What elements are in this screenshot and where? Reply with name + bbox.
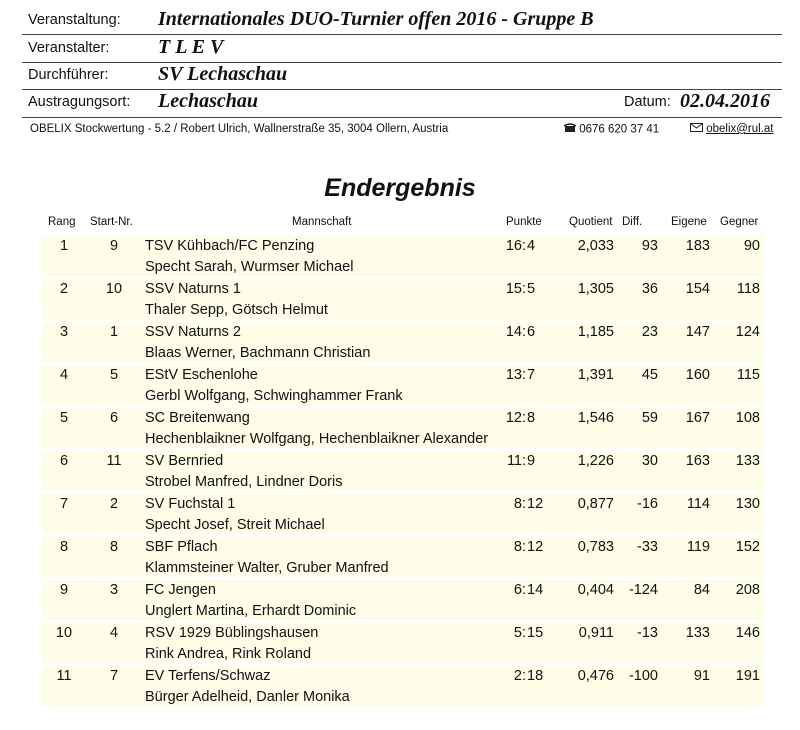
punkte-lost: 18 bbox=[527, 668, 544, 684]
rang-cell: 5 bbox=[59, 410, 69, 426]
punkte-lost: 9 bbox=[527, 453, 536, 469]
team-name: RSV 1929 Büblingshausen bbox=[145, 625, 319, 641]
team-players: Blaas Werner, Bachmann Christian bbox=[145, 345, 371, 361]
gegner-cell: 133 bbox=[735, 453, 760, 469]
eigene-cell: 154 bbox=[685, 281, 710, 297]
diff-cell: -124 bbox=[628, 582, 658, 598]
start-nr-cell: 8 bbox=[109, 539, 119, 555]
punkte-separator: : bbox=[522, 367, 527, 383]
gegner-cell: 152 bbox=[735, 539, 760, 555]
punkte-separator: : bbox=[522, 539, 527, 555]
punkte-won: 16 bbox=[505, 238, 522, 254]
punkte-lost: 6 bbox=[527, 324, 536, 340]
software-info: OBELIX Stockwertung - 5.2 / Robert Ulrich, Wallnerstraße 35, 3004 Ollern, Austria bbox=[30, 123, 449, 135]
eigene-cell: 183 bbox=[685, 238, 710, 254]
col-start: Start-Nr. bbox=[90, 216, 133, 228]
start-nr-cell: 1 bbox=[109, 324, 119, 340]
team-players: Bürger Adelheid, Danler Monika bbox=[145, 689, 350, 705]
team-players: Unglert Martina, Erhardt Dominic bbox=[145, 603, 357, 619]
gegner-cell: 115 bbox=[736, 367, 760, 383]
start-nr-cell: 6 bbox=[109, 410, 119, 426]
punkte-lost: 5 bbox=[527, 281, 536, 297]
eigene-cell: 167 bbox=[685, 410, 710, 426]
col-rang: Rang bbox=[48, 216, 76, 228]
eigene-cell: 114 bbox=[686, 496, 710, 512]
punkte-won: 8 bbox=[513, 496, 522, 512]
rang-cell: 1 bbox=[59, 238, 69, 254]
diff-cell: -13 bbox=[637, 625, 658, 641]
punkte-won: 14 bbox=[505, 324, 522, 340]
start-nr-cell: 5 bbox=[109, 367, 119, 383]
punkte-won: 2 bbox=[513, 668, 522, 684]
rang-cell: 8 bbox=[59, 539, 69, 555]
quotient-cell: 0,783 bbox=[577, 539, 614, 555]
diff-cell: 45 bbox=[641, 367, 658, 383]
quotient-cell: 1,185 bbox=[577, 324, 614, 340]
header-divider bbox=[22, 34, 782, 35]
punkte-separator: : bbox=[522, 324, 527, 340]
phone-info bbox=[564, 123, 659, 136]
durchfuehrer-label: Durchführer: bbox=[28, 67, 109, 83]
team-players: Specht Sarah, Wurmser Michael bbox=[145, 259, 354, 275]
team-players: Thaler Sepp, Götsch Helmut bbox=[145, 302, 328, 318]
envelope-icon bbox=[690, 123, 703, 135]
team-name: SV Fuchstal 1 bbox=[145, 496, 236, 512]
start-nr-cell: 11 bbox=[106, 453, 122, 469]
punkte-won: 11 bbox=[506, 453, 522, 469]
eigene-cell: 91 bbox=[693, 668, 710, 684]
eigene-cell: 133 bbox=[685, 625, 710, 641]
team-name: TSV Kühbach/FC Penzing bbox=[145, 238, 315, 254]
col-gegner: Gegner bbox=[720, 216, 759, 228]
start-nr-cell: 7 bbox=[109, 668, 119, 684]
team-players: Klammsteiner Walter, Gruber Manfred bbox=[145, 560, 389, 576]
diff-cell: 36 bbox=[641, 281, 658, 297]
punkte-separator: : bbox=[522, 281, 527, 297]
start-nr-cell: 4 bbox=[109, 625, 119, 641]
team-players: Rink Andrea, Rink Roland bbox=[145, 646, 312, 662]
punkte-won: 15 bbox=[505, 281, 522, 297]
punkte-lost: 12 bbox=[527, 496, 544, 512]
col-diff: Diff. bbox=[622, 216, 643, 228]
rang-cell: 4 bbox=[59, 367, 69, 383]
datum-label: Datum: bbox=[624, 94, 671, 110]
header-divider bbox=[22, 62, 782, 63]
rang-cell: 9 bbox=[59, 582, 69, 598]
punkte-separator: : bbox=[522, 582, 527, 598]
punkte-won: 12 bbox=[505, 410, 522, 426]
team-name: EV Terfens/Schwaz bbox=[145, 668, 271, 684]
team-name: SSV Naturns 2 bbox=[145, 324, 241, 340]
team-players: Specht Josef, Streit Michael bbox=[145, 517, 325, 533]
diff-cell: 23 bbox=[641, 324, 658, 340]
punkte-lost: 14 bbox=[527, 582, 544, 598]
team-players: Strobel Manfred, Lindner Doris bbox=[145, 474, 343, 490]
punkte-separator: : bbox=[522, 668, 527, 684]
punkte-lost: 15 bbox=[527, 625, 544, 641]
veranstaltung-value: Internationales DUO-Turnier offen 2016 - Gruppe B bbox=[158, 8, 594, 30]
rang-cell: 7 bbox=[59, 496, 69, 512]
header-divider bbox=[22, 117, 782, 118]
quotient-cell: 1,226 bbox=[577, 453, 614, 469]
punkte-separator: : bbox=[522, 238, 527, 254]
diff-cell: 93 bbox=[641, 238, 658, 254]
punkte-lost: 7 bbox=[527, 367, 536, 383]
start-nr-cell: 2 bbox=[109, 496, 119, 512]
punkte-separator: : bbox=[522, 410, 527, 426]
punkte-lost: 4 bbox=[527, 238, 536, 254]
email-info bbox=[690, 123, 774, 135]
veranstalter-label: Veranstalter: bbox=[28, 40, 110, 56]
quotient-cell: 0,404 bbox=[577, 582, 614, 598]
team-name: EStV Eschenlohe bbox=[145, 367, 258, 383]
punkte-lost: 12 bbox=[527, 539, 544, 555]
punkte-separator: : bbox=[522, 625, 527, 641]
team-name: SBF Pflach bbox=[145, 539, 218, 555]
quotient-cell: 2,033 bbox=[577, 238, 614, 254]
team-players: Hechenblaikner Wolfgang, Hechenblaikner Alexander bbox=[145, 431, 489, 447]
team-players: Gerbl Wolfgang, Schwinghammer Frank bbox=[145, 388, 403, 404]
start-nr-cell: 9 bbox=[109, 238, 119, 254]
team-name: SV Bernried bbox=[145, 453, 224, 469]
eigene-cell: 147 bbox=[685, 324, 710, 340]
col-punkte: Punkte bbox=[506, 216, 542, 228]
punkte-won: 6 bbox=[513, 582, 522, 598]
eigene-cell: 163 bbox=[685, 453, 710, 469]
eigene-cell: 119 bbox=[686, 539, 710, 555]
quotient-cell: 0,877 bbox=[577, 496, 614, 512]
punkte-separator: : bbox=[522, 453, 527, 469]
team-name: SSV Naturns 1 bbox=[145, 281, 241, 297]
page-title: Endergebnis bbox=[324, 174, 476, 202]
team-name: SC Breitenwang bbox=[145, 410, 250, 426]
quotient-cell: 1,546 bbox=[577, 410, 614, 426]
start-nr-cell: 10 bbox=[105, 281, 123, 297]
rang-cell: 3 bbox=[59, 324, 69, 340]
punkte-won: 5 bbox=[513, 625, 522, 641]
gegner-cell: 108 bbox=[735, 410, 760, 426]
gegner-cell: 118 bbox=[736, 281, 760, 297]
diff-cell: -33 bbox=[637, 539, 658, 555]
datum-value: 02.04.2016 bbox=[680, 90, 770, 112]
punkte-lost: 8 bbox=[527, 410, 536, 426]
phone-icon bbox=[564, 123, 576, 136]
gegner-cell: 130 bbox=[735, 496, 760, 512]
gegner-cell: 191 bbox=[735, 668, 760, 684]
durchfuehrer-value: SV Lechaschau bbox=[158, 63, 288, 85]
rang-cell: 6 bbox=[59, 453, 69, 469]
veranstalter-value: T L E V bbox=[158, 36, 224, 58]
team-name: FC Jengen bbox=[145, 582, 216, 598]
quotient-cell: 1,305 bbox=[577, 281, 614, 297]
punkte-won: 13 bbox=[505, 367, 522, 383]
diff-cell: 59 bbox=[641, 410, 658, 426]
gegner-cell: 208 bbox=[735, 582, 760, 598]
veranstaltung-label: Veranstaltung: bbox=[28, 12, 121, 28]
rang-cell: 2 bbox=[59, 281, 69, 297]
col-quotient: Quotient bbox=[569, 216, 613, 228]
eigene-cell: 160 bbox=[685, 367, 710, 383]
gegner-cell: 124 bbox=[735, 324, 760, 340]
ort-value: Lechaschau bbox=[158, 90, 258, 112]
gegner-cell: 90 bbox=[743, 238, 760, 254]
gegner-cell: 146 bbox=[735, 625, 760, 641]
ort-label: Austragungsort: bbox=[28, 94, 131, 110]
quotient-cell: 1,391 bbox=[577, 367, 614, 383]
diff-cell: 30 bbox=[641, 453, 658, 469]
eigene-cell: 84 bbox=[693, 582, 710, 598]
email-address[interactable]: obelix@rul.at bbox=[706, 123, 774, 136]
col-mannschaft: Mannschaft bbox=[292, 216, 352, 228]
header-divider bbox=[22, 89, 782, 90]
phone-number: 0676 620 37 41 bbox=[579, 123, 660, 136]
diff-cell: -16 bbox=[637, 496, 658, 512]
punkte-separator: : bbox=[522, 496, 527, 512]
col-eigene: Eigene bbox=[671, 216, 707, 228]
rang-cell: 10 bbox=[55, 625, 73, 641]
quotient-cell: 0,476 bbox=[577, 668, 614, 684]
quotient-cell: 0,911 bbox=[578, 625, 614, 641]
start-nr-cell: 3 bbox=[109, 582, 119, 598]
rang-cell: 11 bbox=[56, 668, 72, 684]
punkte-won: 8 bbox=[513, 539, 522, 555]
diff-cell: -100 bbox=[628, 668, 658, 684]
